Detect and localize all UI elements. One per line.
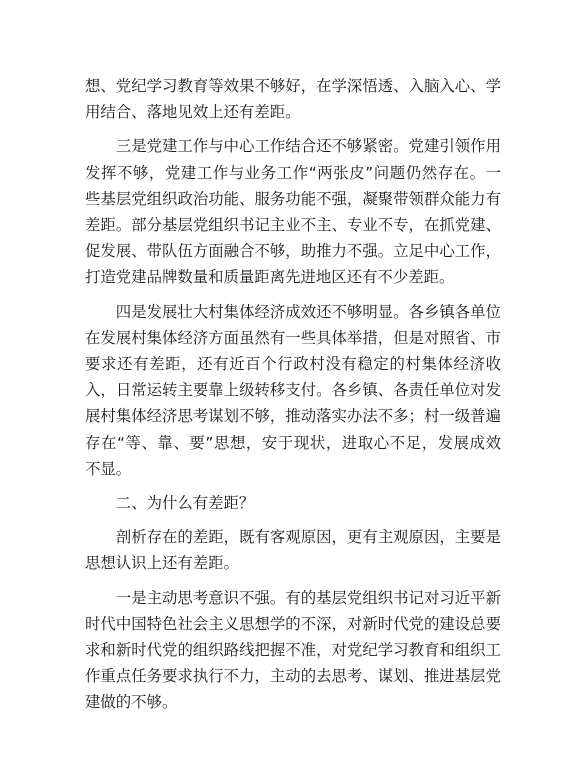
- paragraph-analysis: 剖析存在的差距，既有客观原因，更有主观原因，主要是思想认识上还有差距。: [85, 528, 501, 573]
- section-heading-why-gap: 二、为什么有差距？: [115, 494, 255, 513]
- paragraph-point-three: 三是党建工作与中心工作结合还不够紧密。党建引领作用发挥不够，党建工作与业务工作“两张皮”问题仍然存在。一些基层党组织政治功能、服务功能不强，凝聚带领群众能力有差距。部分基层党组织书记主业不主、专业不专，在抓党建、促发展、带队伍方面融合不够，助推力不强。立足中心工作，打造党建品牌数量和质量距离先进地区还有不少差距。: [85, 137, 501, 287]
- paragraph-continuation: 想、党纪学习教育等效果不够好，在学深悟透、入脑入心、学用结合、落地见效上还有差距。: [85, 77, 501, 122]
- document-body: [85, 73, 501, 724]
- paragraph-point-one: 一是主动思考意识不强。有的基层党组织书记对习近平新时代中国特色社会主义思想学的不深，对新时代党的建设总要求和新时代党的组织路线把握不准，对党纪学习教育和组织工作重点任务要求执行不力，主动的去思考、谋划、推进基层党建做的不够。: [85, 588, 501, 712]
- paragraph-point-four: 四是发展壮大村集体经济成效还不够明显。各乡镇各单位在发展村集体经济方面虽然有一些具体举措，但是对照省、市要求还有差距，还有近百个行政村没有稳定的村集体经济收入，日常运转主要靠上级转移支付。各乡镇、各责任单位对发展村集体经济思考谋划不够，推动落实办法不多；村一级普遍存在“等、靠、要”思想，安于现状，进取心不足，发展成效不显。: [85, 302, 501, 478]
